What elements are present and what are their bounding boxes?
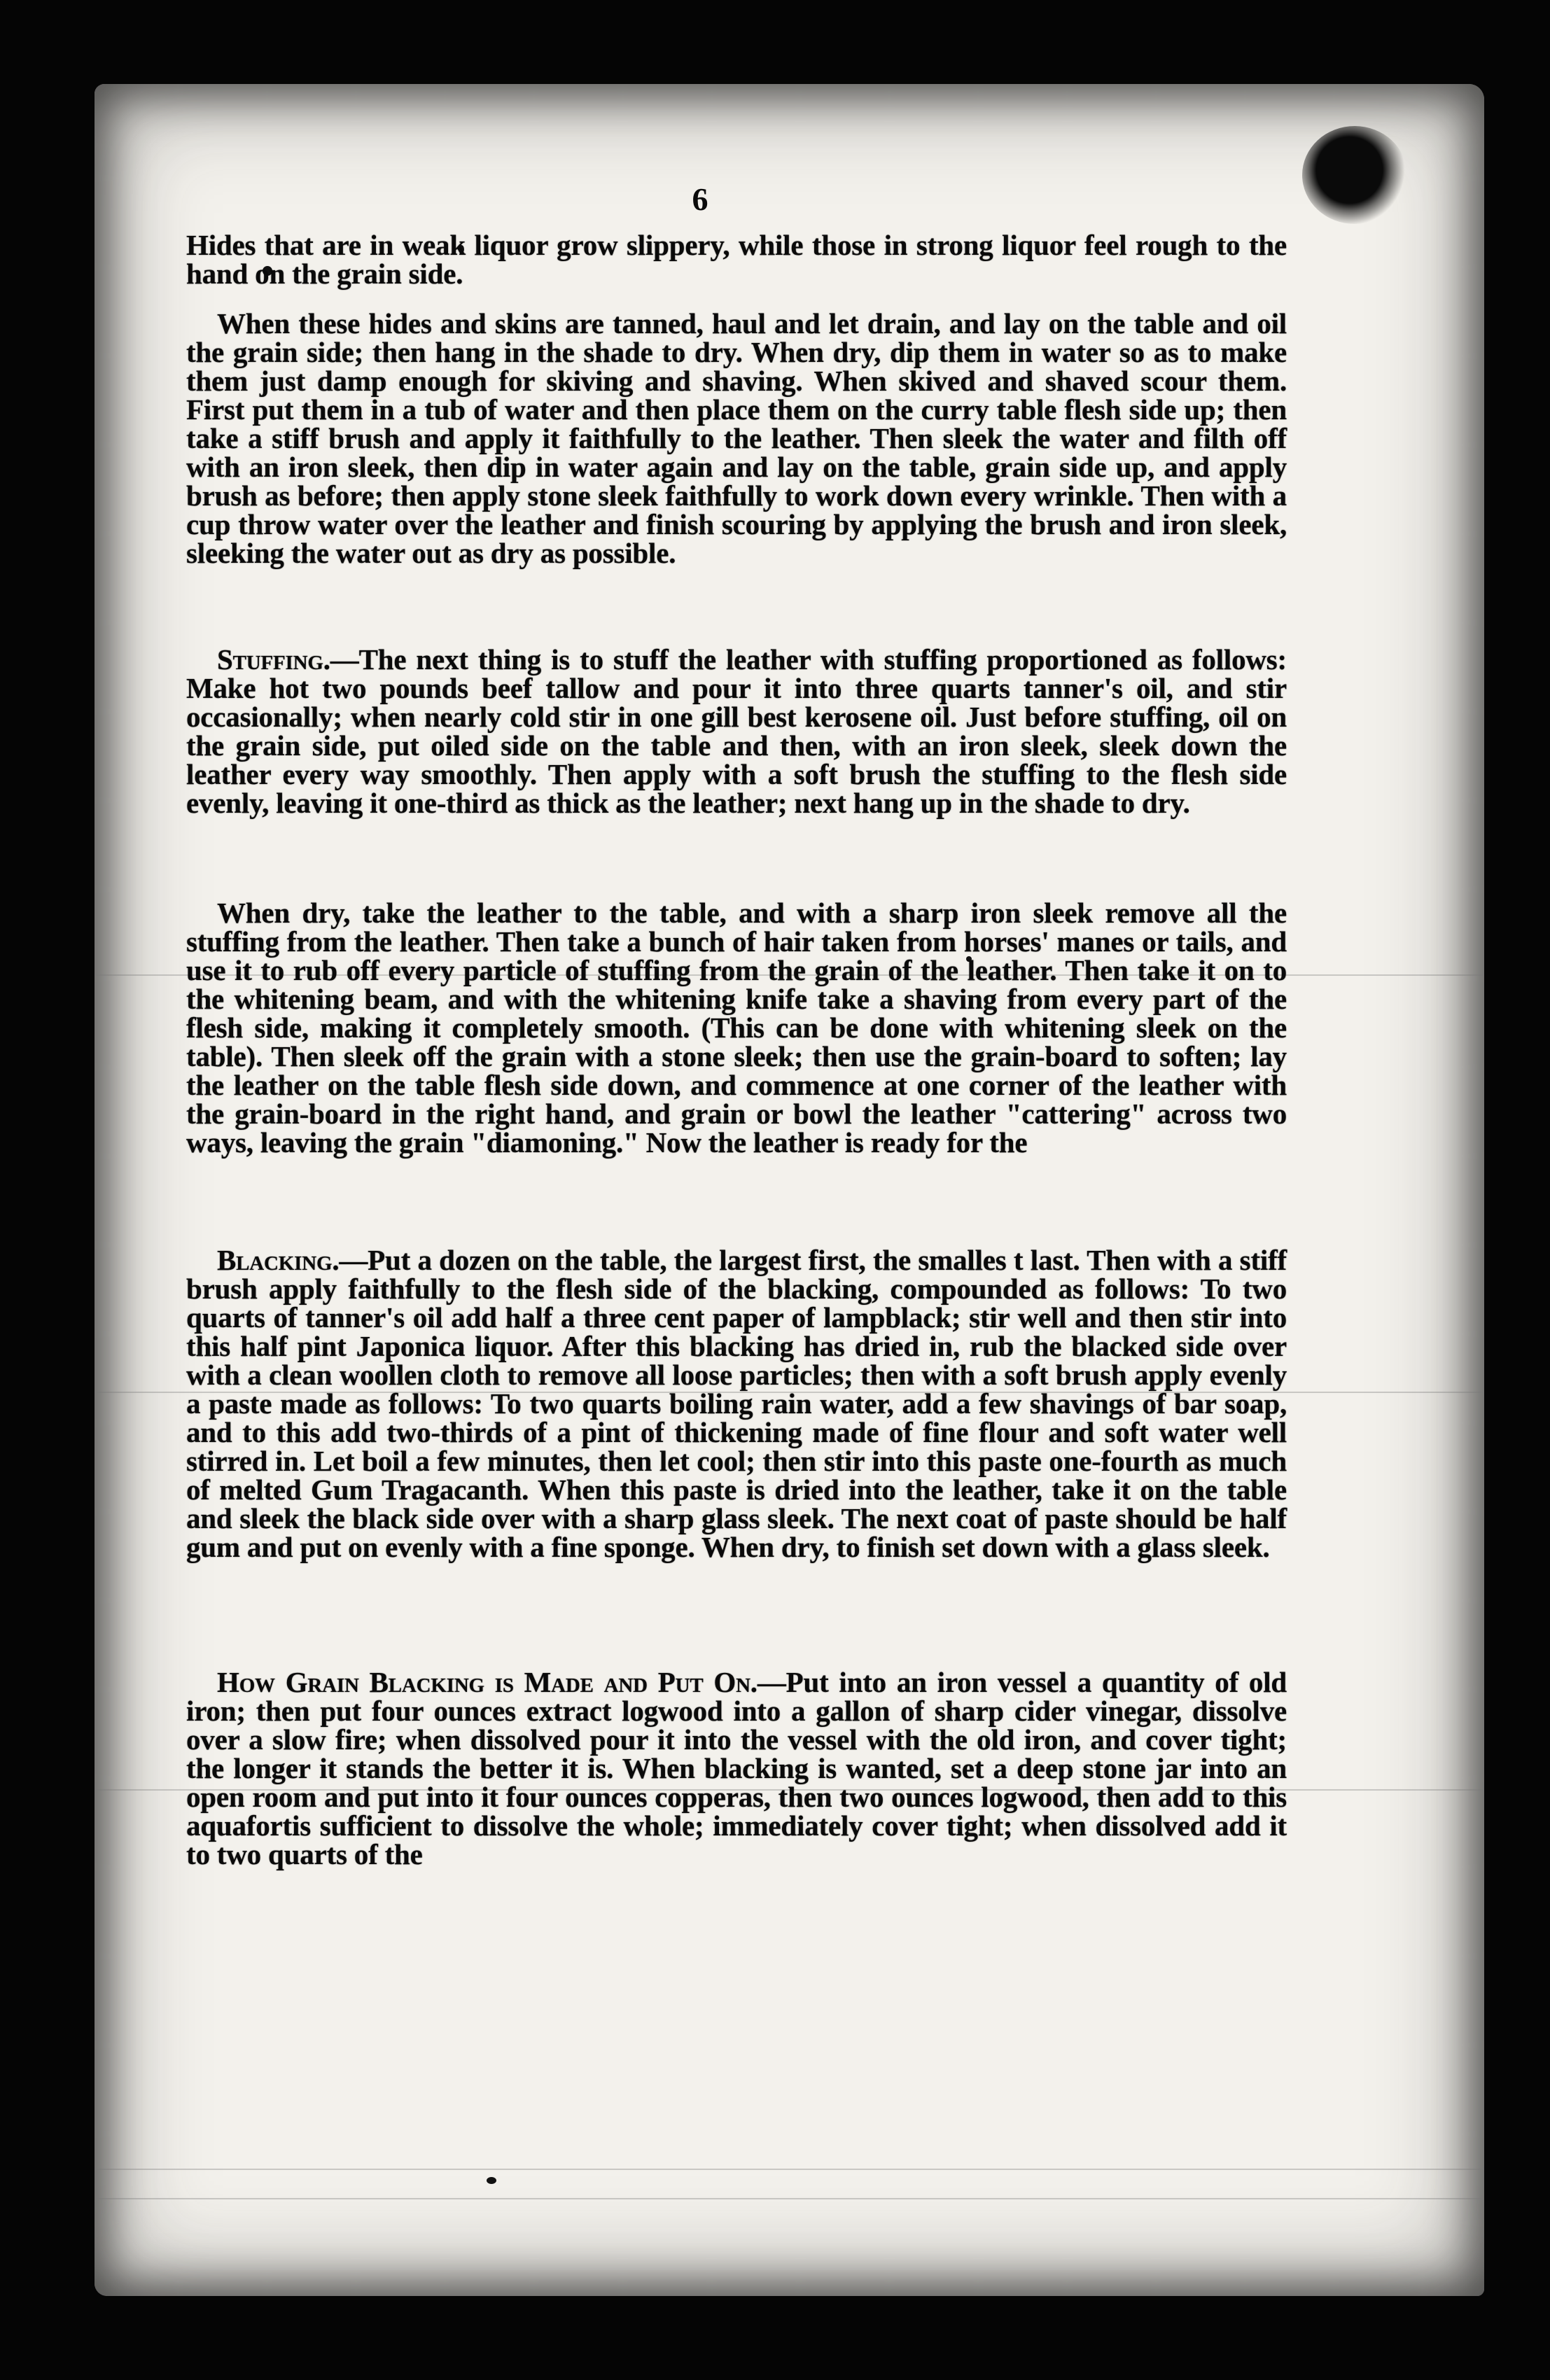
paragraph-text: —Put a dozen on the table, the largest first, the smalles t last. Then with a stiff brush apply faithfully to the flesh side of the blacking, compounded as follows: To two quarts of tanner's oil add half a three cent paper of lampblack; stir well and then stir into this half pint Japonica liquor. After this blacking has dried in, rub the blacked side over with a clean woollen cloth to remove all loose particles; then with a soft brush apply evenly a paste made as follows: To two quarts boiling rain water, add a few shavings of bar soap, and to this add two-thirds of a pint of thickening made of fine flour and soft water well stirred in. Let boil a few minutes, then let cool; then stir into this paste one-fourth as much of melted Gum Tragacanth. When this paste is dried into the leather, take it on the table and sleek the black side over with a sharp glass sleek. The next coat of paste should be half gum and put on evenly with a fine sponge. When dry, to finish set down with a glass sleek. xyxy=(186,1244,1287,1563)
paragraph-blacking xyxy=(186,1246,1287,1562)
section-heading-blacking: Blacking. xyxy=(217,1244,340,1276)
scan-line xyxy=(95,2198,1484,2199)
ink-speck xyxy=(487,2177,496,2184)
paragraph-stuffing xyxy=(186,645,1287,818)
section-heading-grain-blacking: How Grain Blacking is Made and Put On. xyxy=(217,1666,757,1698)
paragraph-text: When dry, take the leather to the table, and with a sharp iron sleek remove all the stuffing from the leather. Then take a bunch of hair taken from horses' manes or tails, and use it to rub off every particle of stuffing from the grain of the leather. Then take it on to the whitening beam, and with the whitening knife take a shaving from every part of the flesh side, making it completely smooth. (This can be done with whitening sleek on the table). Then sleek off the grain with a stone sleek; then use the grain-board to soften; lay the leather on the table flesh side down, and commence at one corner of the leather with the grain-board in the right hand, and grain or bowl the leather "cattering" across two ways, leaving the grain "diamoning." Now the leather is ready for the xyxy=(186,897,1287,1158)
paragraph-grain-blacking xyxy=(186,1668,1287,1869)
paragraph-tanning-scouring xyxy=(186,309,1287,568)
paragraph-text: Hides that are in weak liquor grow slippery, while those in strong liquor feel rough to the hand on the grain side. xyxy=(186,229,1287,290)
ink-blot-stain xyxy=(1302,126,1407,224)
paragraph-text: When these hides and skins are tanned, haul and let drain, and lay on the table and oil the grain side; then hang in the shade to dry. When dry, dip them in water so as to make them just damp enough for skiving and shaving. When skived and shaved scour them. First put them in a tub of water and then place them on the curry table flesh side up; then take a stiff brush and apply it faithfully to the leather. Then sleek the water and filth off with an iron sleek, then dip in water again and lay on the table, grain side up, and apply brush as before; then apply stone sleek faithfully to work down every wrinkle. Then with a cup throw water over the leather and finish scouring by applying the brush and iron sleek, sleeking the water out as dry as possible. xyxy=(186,307,1287,569)
section-heading-stuffing: Stuffing. xyxy=(217,643,330,676)
paragraph-hides-liquor xyxy=(186,231,1287,288)
paragraph-graining xyxy=(186,899,1287,1157)
paragraph-text: —The next thing is to stuff the leather with stuffing proportioned as follows: Make hot two pounds beef tallow and pour it into three quarts tanner's oil, and stir occasionally; when nearly cold stir in one gill best kerosene oil. Just before stuffing, oil on the grain side, put oiled side on the table and then, with an iron sleek, sleek down the leather every way smoothly. Then apply with a soft brush the stuffing to the flesh side evenly, leaving it one-third as thick as the leather; next hang up in the shade to dry. xyxy=(186,643,1287,819)
page-number: 6 xyxy=(692,181,708,217)
paragraph-text: —Put into an iron vessel a quantity of old iron; then put four ounces extract logwood into a gallon of sharp cider vinegar, dissolve over a slow fire; when dissolved pour it into the vessel with the old iron, and cover tight; the longer it stands the better it is. When blacking is wanted, set a deep stone jar into an open room and put into it four ounces copperas, then two ounces logwood, then add to this aquafortis sufficient to dissolve the whole; immediately cover tight; when dissolved add it to two quarts of the xyxy=(186,1666,1287,1870)
scan-line xyxy=(95,2169,1484,2170)
